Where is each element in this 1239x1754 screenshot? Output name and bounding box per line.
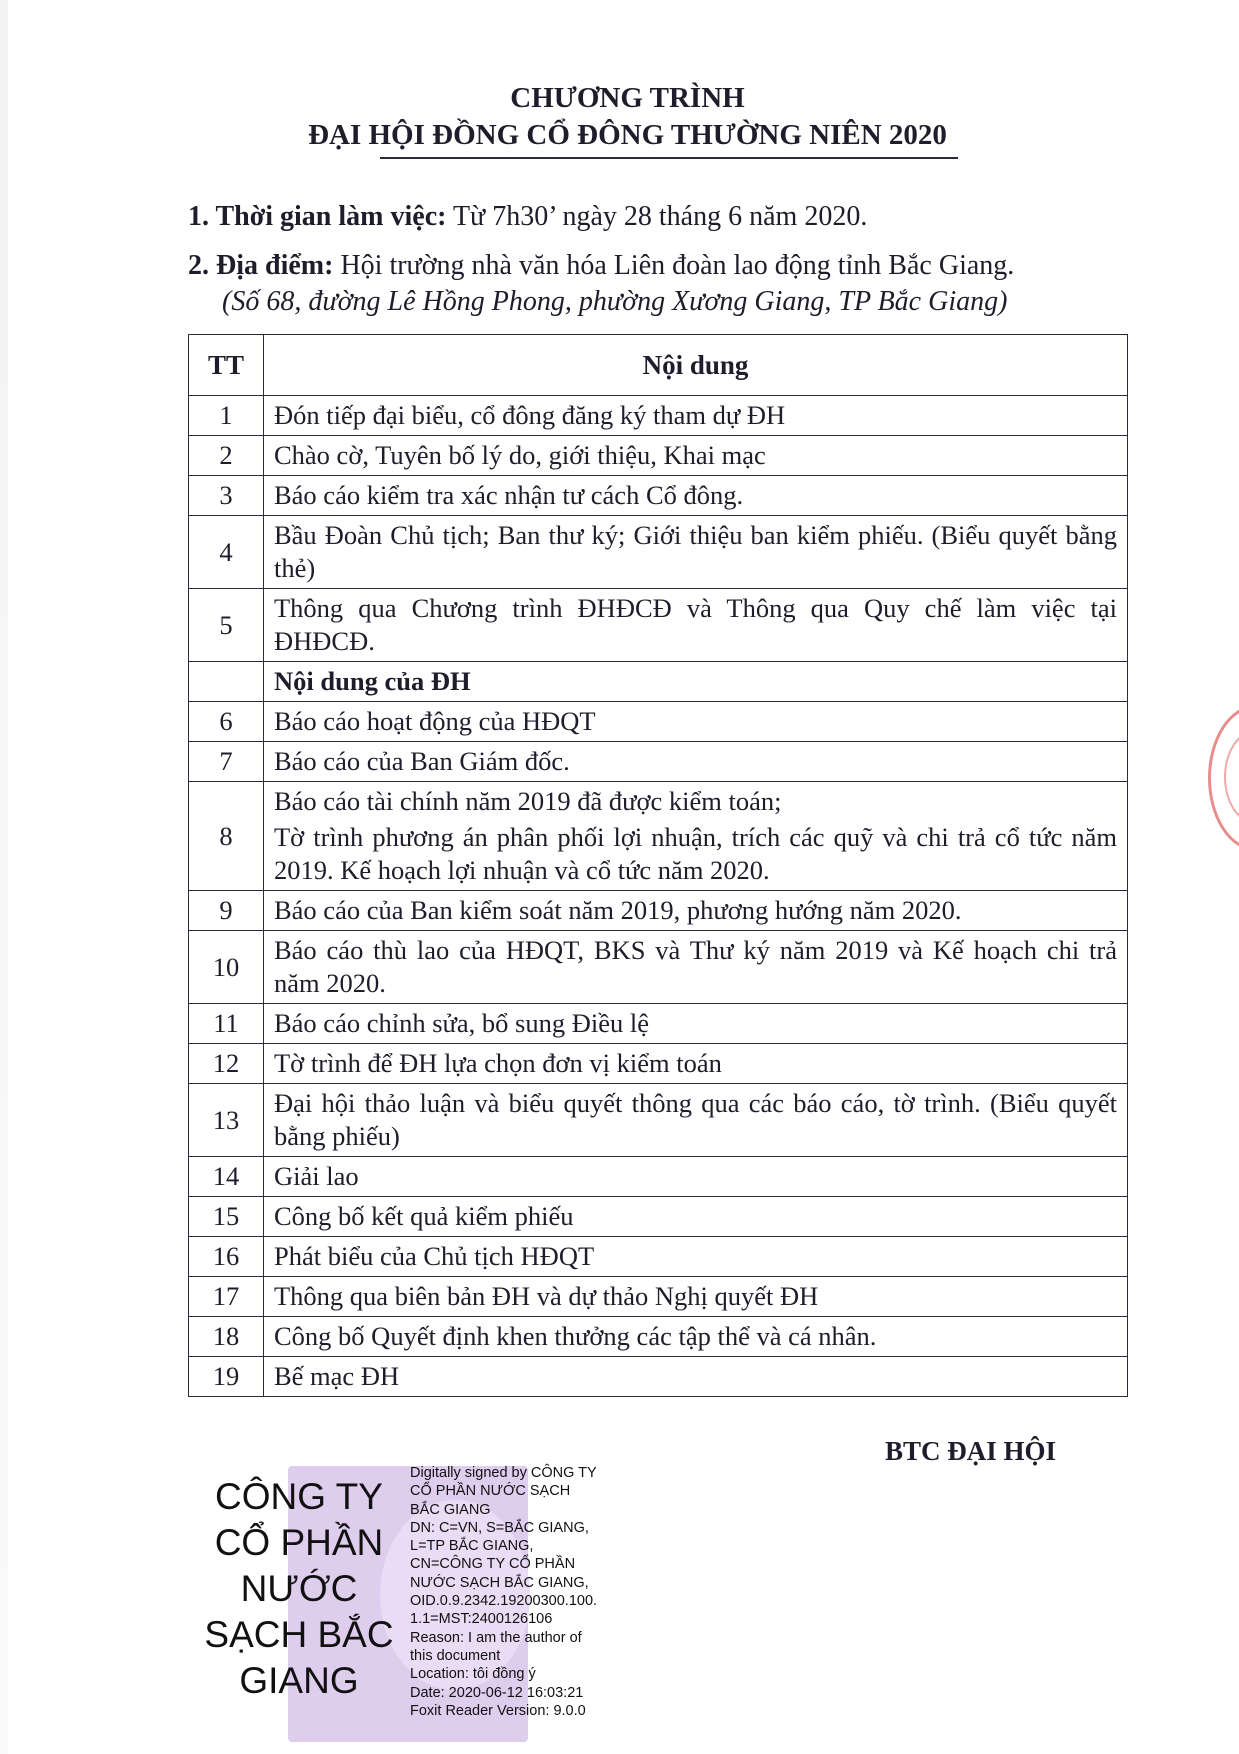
row-content: Phát biểu của Chủ tịch HĐQT	[264, 1237, 1128, 1277]
row-content-line: Tờ trình phương án phân phối lợi nhuận, trích các quỹ và chi trả cổ tức năm 2019. Kế hoạch lợi nhuận và cổ tức năm 2020.	[274, 822, 1117, 885]
table-row	[189, 1277, 1128, 1317]
row-content: Báo cáo của Ban kiểm soát năm 2019, phương hướng năm 2020.	[264, 891, 1128, 931]
row-number: 10	[189, 931, 264, 1004]
row-content: Bầu Đoàn Chủ tịch; Ban thư ký; Giới thiệu ban kiểm phiếu. (Biểu quyết bằng thẻ)	[264, 516, 1128, 589]
table-row	[189, 589, 1128, 662]
row-content: Đón tiếp đại biểu, cổ đông đăng ký tham dự ĐH	[264, 396, 1128, 436]
row-content: Thông qua Chương trình ĐHĐCĐ và Thông qua Quy chế làm việc tại ĐHĐCĐ.	[264, 589, 1128, 662]
table-row	[189, 1237, 1128, 1277]
row-content-multi	[264, 782, 1128, 891]
table-row	[189, 931, 1128, 1004]
signature-detail-line: OID.0.9.2342.19200300.100.	[410, 1593, 598, 1610]
signer-name-line: NƯỚC	[240, 1568, 358, 1609]
signature-detail-line: DN: C=VN, S=BẮC GIANG,	[410, 1519, 589, 1536]
table-row	[189, 396, 1128, 436]
table-row	[189, 702, 1128, 742]
table-row	[189, 1157, 1128, 1197]
signature-detail-line: Foxit Reader Version: 9.0.0	[410, 1702, 586, 1719]
row-content: Bế mạc ĐH	[264, 1357, 1128, 1397]
row-content: Tờ trình để ĐH lựa chọn đơn vị kiểm toán	[264, 1044, 1128, 1084]
signature-detail-line: Reason: I am the author of	[410, 1629, 582, 1646]
info-address: (Số 68, đường Lê Hồng Phong, phường Xương Giang, TP Bắc Giang)	[222, 286, 1008, 317]
table-row	[189, 1197, 1128, 1237]
section-heading: Nội dung của ĐH	[264, 662, 1128, 702]
row-number: 2	[189, 436, 264, 476]
row-number: 18	[189, 1317, 264, 1357]
info-time-value: Từ 7h30’ ngày 28 tháng 6 năm 2020.	[446, 201, 868, 232]
row-number: 16	[189, 1237, 264, 1277]
signature-detail-line: CN=CÔNG TY CỔ PHẦN	[410, 1556, 576, 1573]
signer-name-line: GIANG	[239, 1660, 359, 1701]
row-content: Giải lao	[264, 1157, 1128, 1197]
signature-detail-line: NƯỚC SẠCH BẮC GIANG,	[410, 1574, 589, 1591]
table-row	[189, 476, 1128, 516]
row-content: Đại hội thảo luận và biểu quyết thông qua các báo cáo, tờ trình. (Biểu quyết bằng phiếu)	[264, 1084, 1128, 1157]
row-number: 12	[189, 1044, 264, 1084]
row-number: 6	[189, 702, 264, 742]
row-number	[189, 662, 264, 702]
table-row	[189, 742, 1128, 782]
row-content: Báo cáo chỉnh sửa, bổ sung Điều lệ	[264, 1004, 1128, 1044]
signer-name-line: CỔ PHẦN	[214, 1522, 384, 1563]
digital-signature-details	[410, 1464, 640, 1720]
signature-detail-line: BẮC GIANG	[410, 1501, 491, 1518]
row-number: 17	[189, 1277, 264, 1317]
table-row	[189, 891, 1128, 931]
row-number: 11	[189, 1004, 264, 1044]
row-content: Công bố Quyết định khen thưởng các tập thể và cá nhân.	[264, 1317, 1128, 1357]
row-number: 1	[189, 396, 264, 436]
row-content: Báo cáo kiểm tra xác nhận tư cách Cổ đông.	[264, 476, 1128, 516]
signature-detail-line: Location: tôi đồng ý	[410, 1666, 536, 1683]
table-row	[189, 436, 1128, 476]
signature-detail-line: L=TP BẮC GIANG,	[410, 1538, 534, 1555]
row-content: Báo cáo thù lao của HĐQT, BKS và Thư ký năm 2019 và Kế hoạch chi trả năm 2020.	[264, 931, 1128, 1004]
header-tt: TT	[189, 335, 264, 396]
signature-detail-line: Date: 2020-06-12 16:03:21	[410, 1684, 584, 1701]
row-number: 19	[189, 1357, 264, 1397]
info-time	[188, 201, 867, 233]
signature-detail-line: CỔ PHẦN NƯỚC SẠCH	[410, 1483, 571, 1500]
info-time-label: 1. Thời gian làm việc:	[188, 201, 447, 232]
signature-detail-line: Digitally signed by CÔNG TY	[410, 1465, 597, 1481]
signature-detail-line: this document	[410, 1647, 501, 1664]
info-place-label: 2. Địa điểm:	[188, 250, 334, 281]
row-content: Công bố kết quả kiểm phiếu	[264, 1197, 1128, 1237]
table-header-row	[189, 335, 1128, 396]
row-content-line: Báo cáo tài chính năm 2019 đã được kiểm toán;	[274, 786, 782, 816]
table-row	[189, 1317, 1128, 1357]
table-row	[189, 1004, 1128, 1044]
row-number: 9	[189, 891, 264, 931]
document-subtitle: ĐẠI HỘI ĐỒNG CỔ ĐÔNG THƯỜNG NIÊN 2020	[308, 119, 947, 151]
table-row	[189, 1084, 1128, 1157]
scan-edge	[0, 0, 8, 1754]
header-content: Nội dung	[264, 335, 1128, 396]
signer-name	[190, 1474, 408, 1704]
table-row	[189, 782, 1128, 891]
info-place-value: Hội trường nhà văn hóa Liên đoàn lao động tỉnh Bắc Giang.	[333, 250, 1015, 281]
table-section-row	[189, 662, 1128, 702]
row-content: Báo cáo hoạt động của HĐQT	[264, 702, 1128, 742]
signer-name-line: CÔNG TY	[215, 1476, 383, 1517]
document-title: CHƯƠNG TRÌNH	[510, 82, 745, 114]
info-place	[188, 250, 1014, 282]
table-row	[189, 1044, 1128, 1084]
row-number: 15	[189, 1197, 264, 1237]
row-number: 4	[189, 516, 264, 589]
signature-detail-line: 1.1=MST:2400126106	[410, 1611, 553, 1628]
table-row	[189, 516, 1128, 589]
signer-name-line: SẠCH BẮC	[204, 1614, 394, 1655]
table-row	[189, 1357, 1128, 1397]
agenda-table	[188, 334, 1128, 1397]
row-number: 8	[189, 782, 264, 891]
row-content: Báo cáo của Ban Giám đốc.	[264, 742, 1128, 782]
row-number: 5	[189, 589, 264, 662]
row-content: Thông qua biên bản ĐH và dự thảo Nghị quyết ĐH	[264, 1277, 1128, 1317]
row-number: 7	[189, 742, 264, 782]
row-number: 3	[189, 476, 264, 516]
row-content: Chào cờ, Tuyên bố lý do, giới thiệu, Khai mạc	[264, 436, 1128, 476]
row-number: 14	[189, 1157, 264, 1197]
organizing-committee-label: BTC ĐẠI HỘI	[885, 1436, 1057, 1466]
title-underline	[380, 157, 958, 159]
row-number: 13	[189, 1084, 264, 1157]
